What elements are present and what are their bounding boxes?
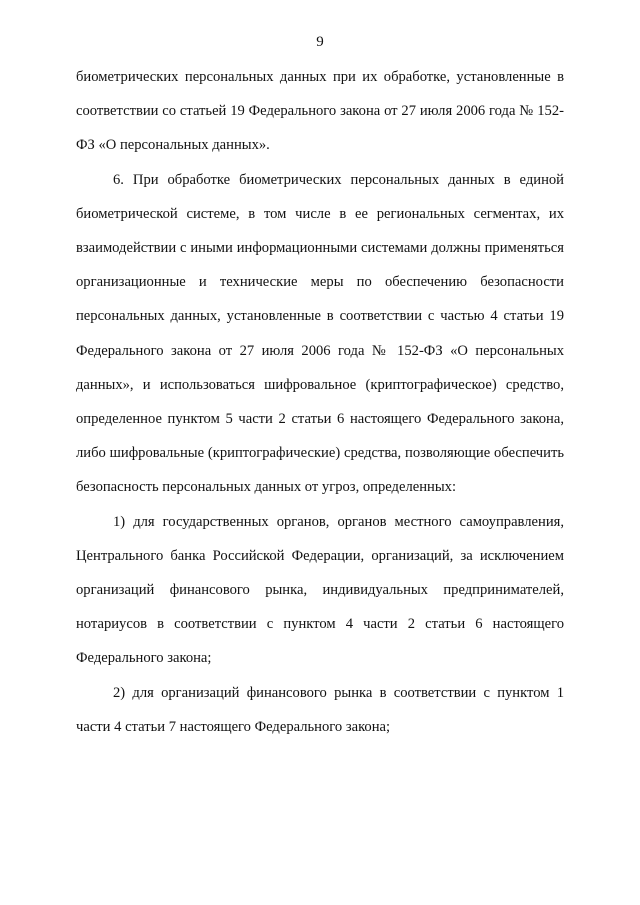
paragraph-subitem-1: 1) для государственных органов, органов местного самоуправления, Центрального банка Российской Федерации, организаций, за исключением организаций финансового рынка, индивидуальных предпринимателей, нотариусов в соответствии с пунктом 4 части 2 статьи 6 настоящего Федерального закона; bbox=[76, 513, 564, 667]
page-number: 9 bbox=[316, 34, 324, 50]
paragraph-continuation: биометрических персональных данных при их обработке, установленные в соответствии со статьей 19 Федерального закона от 27 июля 2006 года № 152-ФЗ «О персональных данных». bbox=[76, 69, 564, 154]
paragraph-item-6: 6. При обработке биометрических персональных данных в единой биометрической системе, в том числе в ее региональных сегментах, их взаимодействии с иными информационными системами должны применяться организационные и технические меры по обеспечению безопасности персональных данных, установленные в соответствии с частью 4 статьи 19 Федерального закона от 27 июля 2006 года № 152-ФЗ «О персональных данных», и использоваться шифровальное (криптографическое) средство, определенное пунктом 5 части 2 статьи 6 настоящего Федерального закона, либо шифровальные (криптографические) средства, позволяющие обеспечить безопасность персональных данных от угроз, определенных: bbox=[76, 171, 564, 496]
paragraph-subitem-2: 2) для организаций финансового рынка в соответствии с пунктом 1 части 4 статьи 7 настоящего Федерального закона; bbox=[76, 684, 564, 735]
document-body bbox=[76, 60, 564, 744]
